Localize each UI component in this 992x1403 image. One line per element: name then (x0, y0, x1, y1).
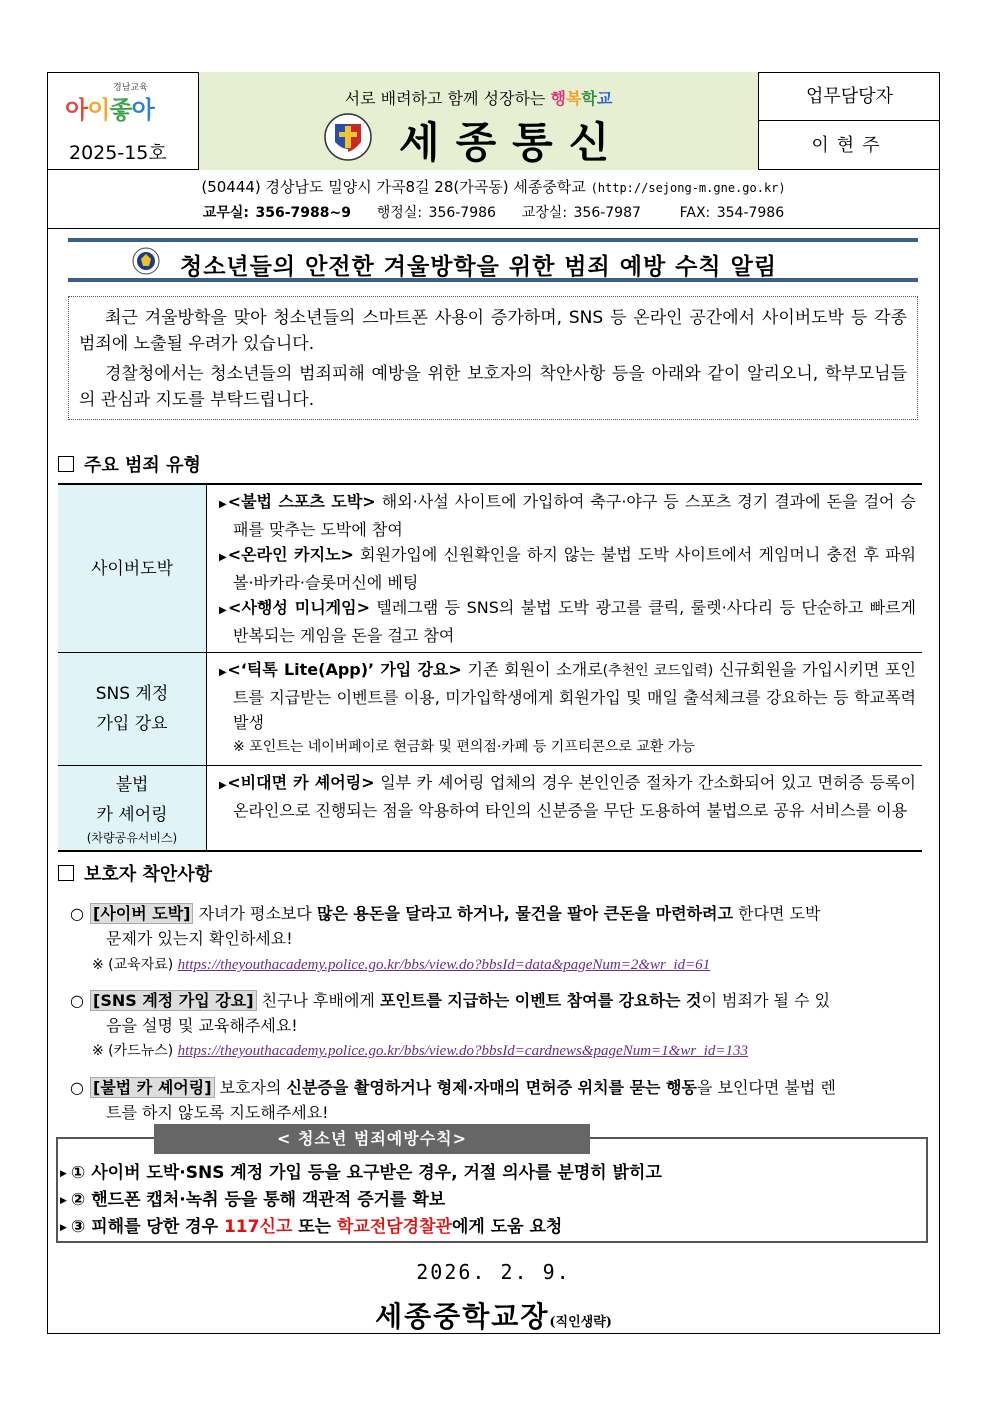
police-badge-icon (132, 247, 160, 275)
newsletter-title: 세종통신 (399, 118, 626, 167)
header-divider (47, 228, 940, 229)
notice-title-bar (68, 238, 918, 282)
list-item: ▶<사행성 미니게임> 텔레그램 등 SNS의 불법 도박 광고를 클릭, 룰렛·사다리 등 단순하고 빠르게 반복되는 게임을 돈을 걸고 참여 (219, 598, 916, 645)
list-item: ▶<‘틱톡 Lite(App)’ 가입 강요> 기존 회원이 소개로(추천인 코드입력) 신규회원을 가입시키면 포인트를 지급받는 이벤트를 이용, 미가입학생에게 회원가입 및 매일 출석체크를 강요하는 등 학교폭력 발생 (219, 660, 916, 732)
list-item: ▶<비대면 카 셰어링> 일부 카 셰어링 업체의 경우 본인인증 절차가 간소화되어 있고 면허증 등록이 온라인으로 진행되는 점을 악용하여 타인의 신분증을 무단 도용하여 불법으로 공유 서비스를 이용 (219, 773, 916, 820)
intro-paragraph-2: 경찰청에서는 청소년들의 범죄피해 예방을 위한 보호자의 착안사항 등을 아래와 같이 알리오니, 학부모님들의 관심과 지도를 부탁드립니다. (79, 364, 907, 410)
issue-number: 2025-15호 (69, 142, 167, 164)
school-address: (50444) 경상남도 밀양시 가곡8길 28(가곡동) 세종중학교 (http://sejong-m.gne.go.kr) (201, 178, 786, 196)
guide-car-sharing: ○ [불법 카 셰어링] 보호자의 신분증을 촬영하거나 형제·자매의 면허증 위치를 묻는 행동을 보인다면 불법 렌 트를 하지 않도록 지도해주세요! (70, 1078, 836, 1122)
table-row (58, 766, 922, 852)
table-row (58, 484, 922, 653)
rule-3: ▶ ③ 피해를 당한 경우 117신고 또는 학교전담경찰관에게 도움 요청 (60, 1217, 563, 1237)
crime-type-table (58, 483, 922, 852)
rule-1: ▶ ① 사이버 도박·SNS 계정 가입 등을 요구받은 경우, 거절 의사를 분명히 밝히고 (60, 1163, 662, 1183)
guide-cyber-gambling: ○ [사이버 도박] 자녀가 평소보다 많은 용돈을 달라고 하거나, 물건을 팔아 큰돈을 마련하려고 한다면 도박 문제가 있는지 확인하세요! (70, 904, 821, 948)
logo-caption: 경남교육 (113, 83, 148, 93)
rule-2: ▶ ② 핸드폰 캡처·녹취 등을 통해 객관적 증거를 확보 (60, 1190, 446, 1210)
intro-box (68, 296, 918, 420)
section-heading-guardian: 보호자 착안사항 (58, 860, 212, 886)
staff-name: 이현주 (811, 135, 888, 156)
notice-title: 청소년들의 안전한 겨울방학을 위한 범죄 예방 수칙 알림 (180, 254, 778, 280)
intro-paragraph-1: 최근 겨울방학을 맞아 청소년들의 스마트폰 사용이 증가하며, SNS 등 온라인 공간에서 사이버도박 등 각종 범죄에 노출될 우려가 있습니다. (79, 308, 907, 354)
category-car-sharing: 불법 카 셰어링 (차량공유서비스) (58, 766, 207, 852)
list-item: ▶<온라인 카지노> 회원가입에 신원확인을 하지 않는 불법 도박 사이트에서 게임머니 충전 후 파워볼·바카라·슬롯머신에 베팅 (219, 545, 916, 592)
list-item: ▶<불법 스포츠 도박> 해외·사설 사이트에 가입하여 축구·야구 등 스포츠 경기 결과에 돈을 걸어 승패를 맞추는 도박에 참여 (219, 492, 916, 539)
section-heading-crime-types: 주요 범죄 유형 (58, 451, 201, 477)
issue-date: 2026. 2. 9. (416, 1260, 571, 1284)
point-note: ※ 포인트는 네이버페이로 현금화 및 편의점·카페 등 기프티콘으로 교환 가능 (233, 739, 695, 755)
category-sns-account: SNS 계정 가입 강요 (58, 653, 207, 766)
logo-cell (47, 72, 199, 170)
card-news-link[interactable]: https://theyouthacademy.police.go.kr/bbs/view.do?bbsId=cardnews&pageNum=1&wr_id=133 (177, 1043, 748, 1059)
newsletter-header (47, 72, 940, 170)
school-url[interactable]: (http://sejong-m.gne.go.kr) (590, 181, 786, 195)
prevention-rules-heading: < 청소년 범죄예방수칙> (154, 1124, 590, 1154)
edu-material-link[interactable]: https://theyouthacademy.police.go.kr/bbs/view.do?bbsId=data&pageNum=2&wr_id=61 (177, 957, 711, 973)
category-cyber-gambling: 사이버도박 (58, 484, 207, 653)
school-emblem-icon (323, 112, 373, 162)
reference-edu-material: ※ (교육자료) https://theyouthacademy.police.go.kr/bbs/view.do?bbsId=data&pageNum=2&wr_id=61 (92, 957, 711, 973)
principal-signature: 세종중학교장(직인생략) (375, 1300, 612, 1333)
reference-card-news: ※ (카드뉴스) https://theyouthacademy.police.go.kr/bbs/view.do?bbsId=cardnews&pageNum=1&wr_id=133 (92, 1043, 748, 1059)
title-cell (199, 72, 759, 170)
slogan: 서로 배려하고 함께 성장하는 행복학교 (344, 89, 613, 108)
table-row (58, 653, 922, 766)
guide-sns-account: ○ [SNS 계정 가입 강요] 친구나 후배에게 포인트를 지급하는 이벤트 참여를 강요하는 것이 범죄가 될 수 있 음을 설명 및 교육해주세요! (70, 991, 831, 1035)
phone-line: 교무실: 356-7988~9 행정실: 356-7986 교장실: 356-7987 FAX: 354-7986 (202, 205, 785, 221)
staff-label: 업무담당자 (759, 72, 940, 121)
logo: 아이좋아 (65, 96, 154, 124)
